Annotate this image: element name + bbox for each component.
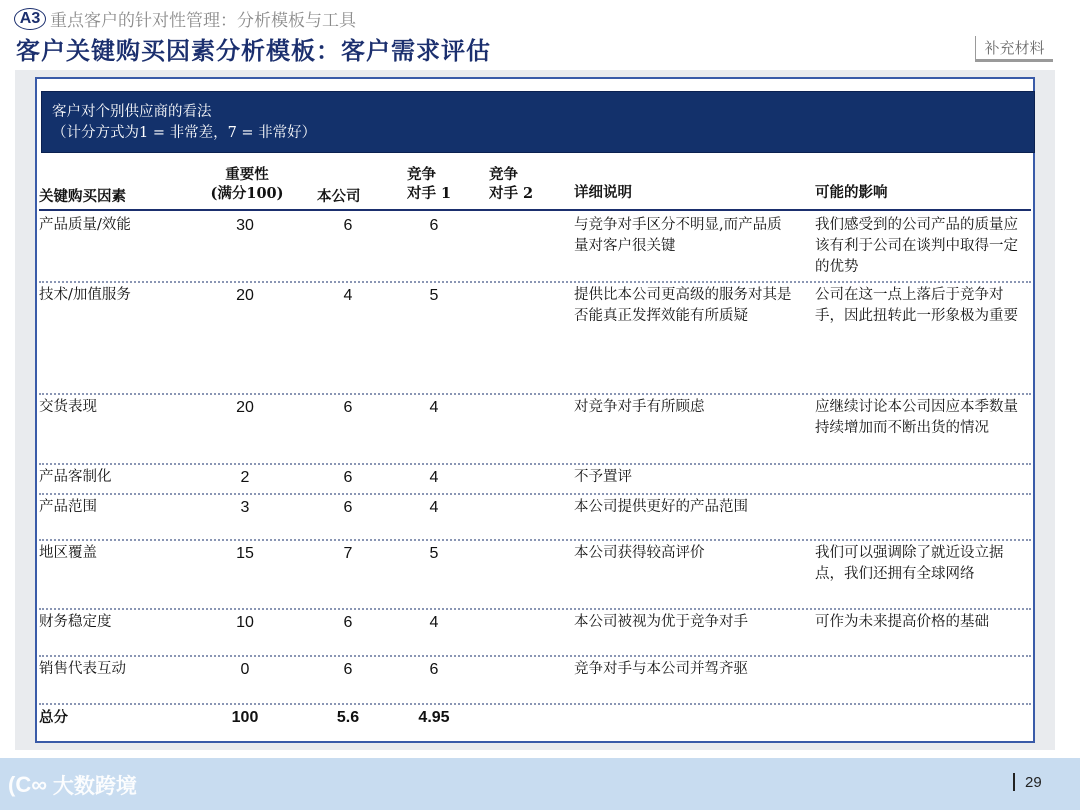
row-own-score: 7 — [343, 545, 353, 562]
row-importance: 15 — [236, 545, 254, 562]
col-competitor2-line2: 对手 2 — [489, 185, 534, 202]
page-title: 客户关键购买因素分析模板：客户需求评估 — [16, 36, 491, 65]
row-detail: 提供比本公司更高级的服务对其是否能真正发挥效能有所质疑 — [574, 287, 792, 324]
row-competitor1-score: 4 — [429, 469, 439, 486]
row-own-score: 6 — [343, 469, 353, 486]
col-competitor2-line1: 竞争 — [489, 166, 518, 183]
row-own-score: 6 — [343, 614, 353, 631]
header-divider — [39, 209, 1031, 211]
section-row — [14, 6, 356, 31]
row-factor: 交货表现 — [39, 399, 97, 415]
row-competitor1-score: 6 — [429, 217, 439, 234]
page-number-text: 29 — [1025, 773, 1042, 791]
table-row — [37, 541, 1033, 610]
row-own-score: 6 — [343, 217, 353, 234]
row-competitor1-score: 4 — [429, 399, 439, 416]
row-importance: 10 — [236, 614, 254, 631]
col-competitor1 — [407, 165, 451, 203]
row-importance: 20 — [236, 287, 254, 304]
section-badge: A3 — [14, 8, 46, 30]
col-own: 本公司 — [317, 188, 361, 205]
row-factor: 产品范围 — [39, 499, 97, 515]
row-factor: 技术/加值服务 — [39, 287, 131, 303]
row-impact: 公司在这一点上落后于竞争对手，因此扭转此一形象极为重要 — [815, 287, 1018, 324]
row-own-score: 6 — [343, 661, 353, 678]
table-row — [37, 610, 1033, 657]
total-label: 总分 — [39, 709, 68, 726]
row-factor: 地区覆盖 — [39, 545, 97, 561]
row-impact: 可作为未来提高价格的基础 — [815, 614, 989, 630]
row-impact: 我们感受到的公司产品的质量应该有利于公司在谈判中取得一定的优势 — [815, 217, 1018, 275]
col-competitor1-line2: 对手 1 — [407, 185, 452, 202]
col-competitor2 — [489, 165, 533, 203]
row-importance: 3 — [240, 499, 250, 516]
row-detail: 不予置评 — [574, 469, 632, 485]
row-detail: 对竞争对手有所顾虑 — [574, 399, 705, 415]
row-competitor1-score: 4 — [429, 499, 439, 516]
row-impact: 我们可以强调除了就近设立据点，我们还拥有全球网络 — [815, 545, 1004, 582]
brand-logo-icon: (C∞ — [8, 772, 47, 797]
col-importance — [202, 165, 292, 203]
row-importance: 0 — [240, 661, 250, 678]
table-row — [37, 495, 1033, 541]
template-card — [35, 77, 1035, 743]
col-detail: 详细说明 — [574, 184, 632, 201]
row-competitor1-score: 5 — [429, 545, 439, 562]
row-detail: 与竞争对手区分不明显,而产品质量对客户很关键 — [574, 217, 782, 254]
table-row — [37, 283, 1033, 395]
row-detail: 本公司被视为优于竞争对手 — [574, 614, 748, 630]
row-detail: 本公司获得较高评价 — [574, 545, 705, 561]
page-number — [1013, 773, 1042, 791]
content-panel — [15, 70, 1055, 750]
row-own-score: 6 — [343, 499, 353, 516]
row-competitor1-score: 5 — [429, 287, 439, 304]
row-factor: 产品质量/效能 — [39, 217, 131, 233]
total-own-score: 5.6 — [336, 709, 360, 726]
table-row — [37, 395, 1033, 465]
row-factor: 产品客制化 — [39, 469, 112, 485]
section-subtitle: 重点客户的针对性管理：分析模板与工具 — [50, 11, 356, 31]
col-importance-line2: (满分100) — [210, 185, 284, 202]
banner-note: （计分方式为1 = 非常差，7 = 非常好） — [52, 125, 317, 141]
row-own-score: 4 — [343, 287, 353, 304]
row-importance: 2 — [240, 469, 250, 486]
row-competitor1-score: 6 — [429, 661, 439, 678]
table-row — [37, 213, 1033, 283]
row-factor: 财务稳定度 — [39, 614, 112, 630]
col-competitor1-line1: 竞争 — [407, 166, 436, 183]
page-divider — [1013, 773, 1015, 791]
row-detail: 本公司提供更好的产品范围 — [574, 499, 748, 515]
row-factor: 销售代表互动 — [39, 661, 126, 677]
row-detail: 竞争对手与本公司并驾齐驱 — [574, 661, 748, 677]
row-importance: 30 — [236, 217, 254, 234]
banner-title: 客户对个别供应商的看法 — [52, 104, 212, 120]
col-importance-line1: 重要性 — [225, 166, 269, 183]
footer-bar — [0, 758, 1080, 810]
row-impact: 应继续讨论本公司因应本季数量持续增加而不断出货的情况 — [815, 399, 1018, 436]
slide-header — [0, 0, 1080, 68]
card-banner — [41, 91, 1035, 153]
brand-logo — [8, 770, 137, 800]
col-factor: 关键购买因素 — [39, 188, 126, 205]
supplement-tag: 补充材料 — [975, 36, 1053, 62]
row-competitor1-score: 4 — [429, 614, 439, 631]
row-own-score: 6 — [343, 399, 353, 416]
row-importance: 20 — [236, 399, 254, 416]
total-competitor1-score: 4.95 — [418, 709, 450, 726]
brand-logo-text: 大数跨境 — [52, 774, 137, 798]
table-row — [37, 657, 1033, 705]
col-impact: 可能的影响 — [815, 184, 888, 201]
total-row — [37, 705, 1033, 735]
total-importance: 100 — [231, 709, 259, 726]
table-row — [37, 465, 1033, 495]
